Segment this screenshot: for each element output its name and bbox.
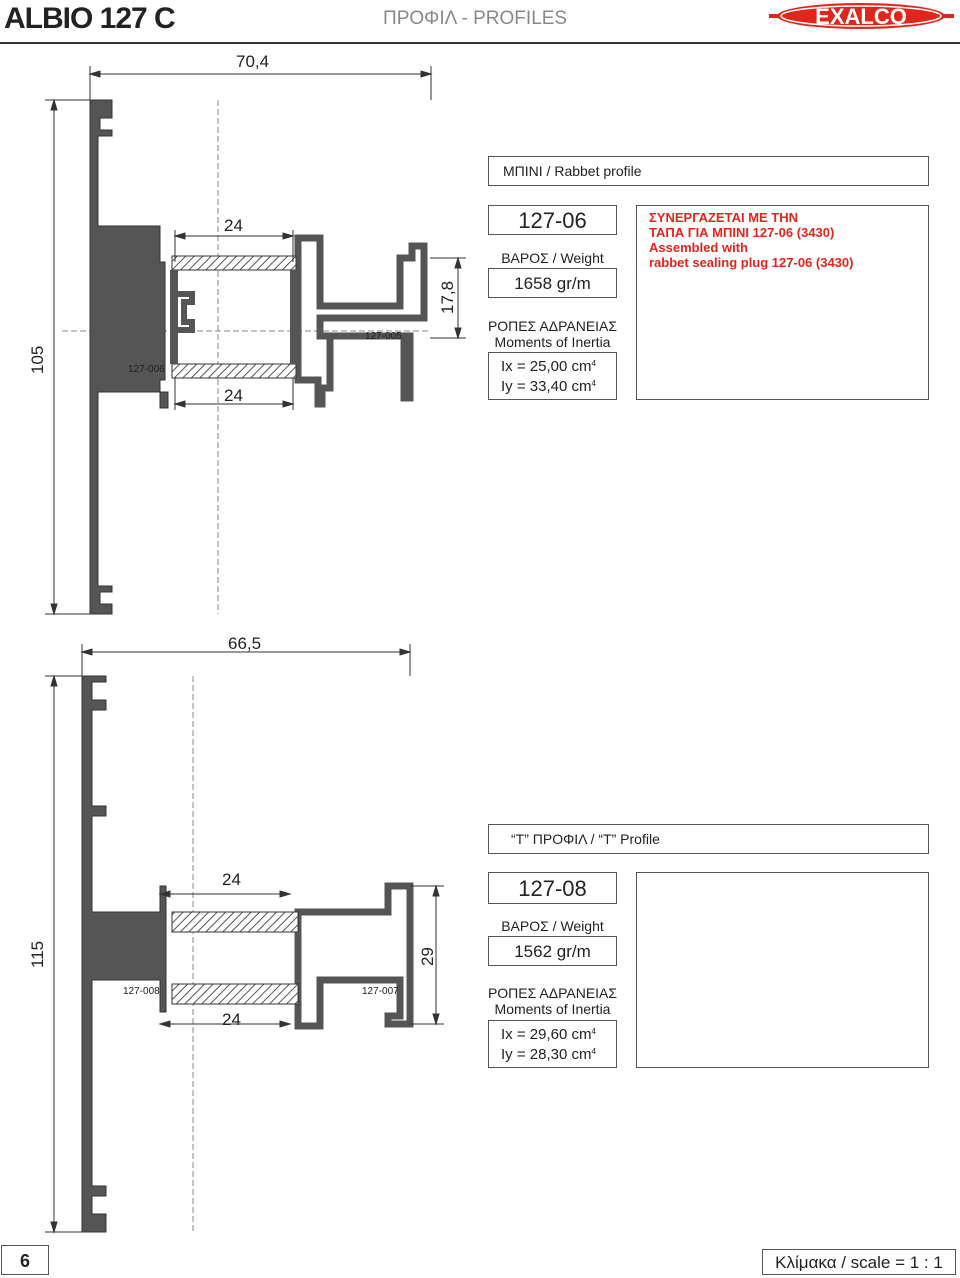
p2-part-right: 127-007 xyxy=(362,986,399,997)
p1-inertia-box xyxy=(488,352,617,400)
inner-wall-left xyxy=(170,270,178,364)
page-title: ΠΡΟΦΙΛ - PROFILES xyxy=(383,8,568,29)
p1-ix-power: 4 xyxy=(591,359,596,368)
logo-text: EXALCO xyxy=(815,4,907,29)
p2-height-dimension xyxy=(45,676,82,1232)
p2-weight-label: ΒΑΡΟΣ / Weight xyxy=(501,918,604,934)
p2-weight-value: 1562 gr/m xyxy=(488,936,617,966)
p1-inertia-label-gr: ΡΟΠΕΣ ΑΔΡΑΝΕΙΑΣ xyxy=(487,318,618,334)
brand-title xyxy=(4,2,175,36)
thermal-break-bottom xyxy=(172,364,296,378)
p1-iy: Iy = 33,40 cm xyxy=(501,378,592,395)
p1-width-dim: 70,4 xyxy=(236,52,270,71)
p1-note-line: rabbet sealing plug 127-06 (3430) xyxy=(649,255,854,270)
p2-right-dim: 29 xyxy=(418,947,437,966)
p2-iy-power: 4 xyxy=(591,1047,596,1056)
p2-bottom-dim: 24 xyxy=(222,1010,241,1029)
scale-label: Κλίμακα / scale = 1 : 1 xyxy=(762,1249,956,1275)
p2-top-dim: 24 xyxy=(222,870,241,889)
page-number: 6 xyxy=(1,1245,49,1275)
p2-code: 127-08 xyxy=(488,872,617,904)
p1-weight-label: ΒΑΡΟΣ / Weight xyxy=(501,250,604,266)
p1-part-right: 127-005 xyxy=(365,331,402,342)
p2-height-dim: 115 xyxy=(28,940,47,968)
p2-iy: Iy = 28,30 cm xyxy=(501,1046,592,1063)
height-dimension xyxy=(45,100,90,614)
thermal-break-top xyxy=(172,256,296,270)
p1-iy-power: 4 xyxy=(591,379,596,388)
p2-width-dim: 66,5 xyxy=(228,634,262,653)
p1-height-dim: 105 xyxy=(28,345,47,374)
p2-note-box xyxy=(636,872,929,1068)
series-name: 127 C xyxy=(99,2,175,35)
p2-thermal-break-bottom xyxy=(172,984,298,1004)
profile2-shape xyxy=(82,676,410,1232)
p1-note-line: ΤΑΠΑ ΓΙΑ ΜΠΙΝΙ 127-06 (3430) xyxy=(649,225,835,240)
p2-section-label: “T” ΠΡΟΦΙΛ / “T” Profile xyxy=(488,824,929,854)
gasket-groove xyxy=(178,294,192,330)
p1-bottom-dim: 24 xyxy=(224,386,243,405)
p1-right-dim: 17,8 xyxy=(438,280,457,314)
p1-weight-value: 1658 gr/m xyxy=(488,268,617,298)
p2-inertia-label-gr: ΡΟΠΕΣ ΑΔΡΑΝΕΙΑΣ xyxy=(487,985,618,1001)
p2-inertia-label-en: Moments of Inertia xyxy=(494,1001,611,1017)
p1-inertia-label-en: Moments of Inertia xyxy=(494,334,611,350)
brand-name: ALBIO xyxy=(4,2,93,35)
p1-part-left: 127-006 xyxy=(128,364,165,375)
profile1-shape xyxy=(90,100,424,614)
p1-note-line: ΣΥΝΕΡΓΑΖΕΤΑΙ ΜΕ ΤΗΝ xyxy=(649,210,799,225)
p1-note-line: Assembled with xyxy=(649,240,748,255)
p1-note-box xyxy=(636,205,929,400)
p2-ix-power: 4 xyxy=(591,1027,596,1036)
inner-wall-right xyxy=(290,270,298,364)
p2-ix: Ix = 29,60 cm xyxy=(501,1026,592,1043)
p1-top-dim: 24 xyxy=(224,216,243,235)
p2-part-left: 127-008 xyxy=(123,986,160,997)
p1-code: 127-06 xyxy=(488,205,617,235)
p2-thermal-break-top xyxy=(172,912,298,932)
p1-section-label: ΜΠΙΝΙ / Rabbet profile xyxy=(488,156,929,186)
p2-inertia-box xyxy=(488,1020,617,1068)
p1-ix: Ix = 25,00 cm xyxy=(501,358,592,375)
exalco-logo xyxy=(769,3,954,29)
